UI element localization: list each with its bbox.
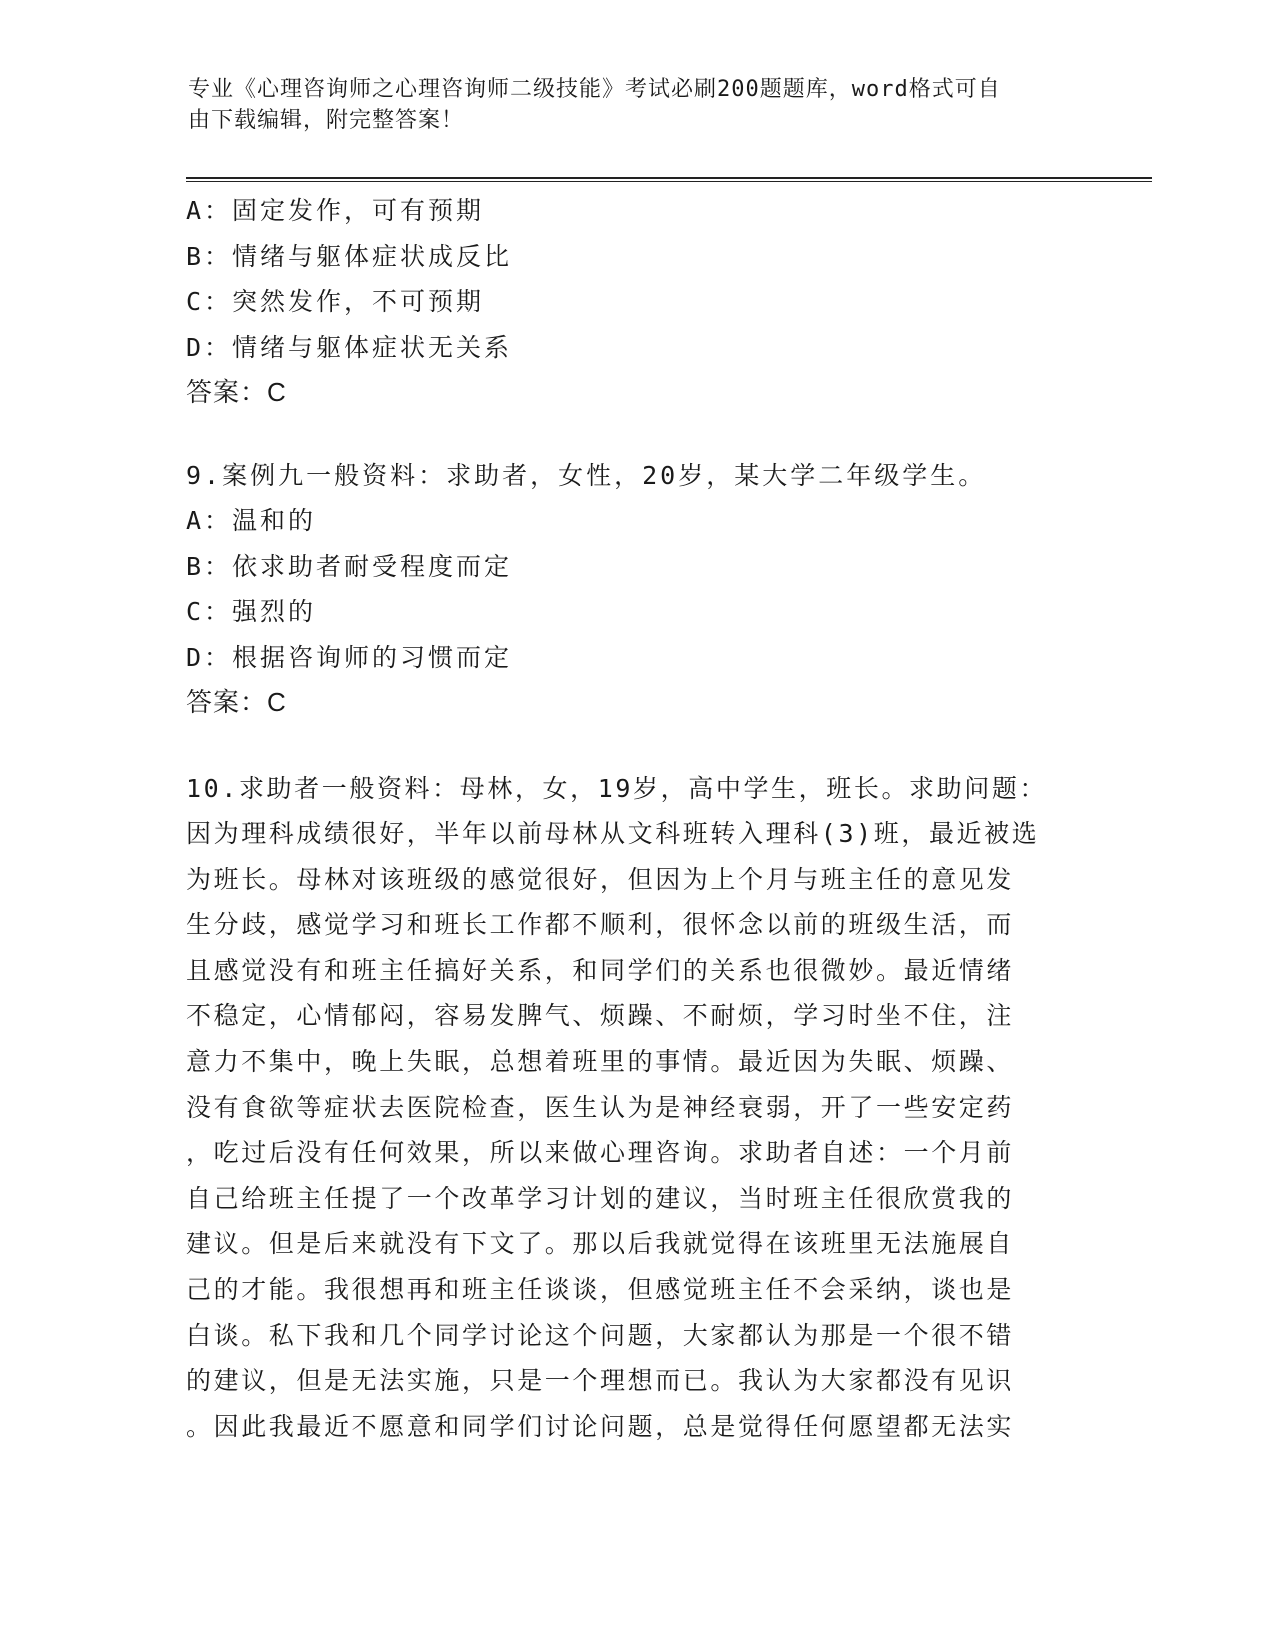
- page-header: [188, 74, 1078, 136]
- header-divider: [186, 177, 1152, 182]
- question-text-line: 的建议，但是无法实施，只是一个理想而已。我认为大家都没有见识: [186, 1366, 1015, 1396]
- option-d: D：根据咨询师的习惯而定: [186, 642, 513, 672]
- option-c: C：突然发作，不可预期: [186, 287, 485, 316]
- question-text-line: 且感觉没有和班主任搞好关系，和同学们的关系也很微妙。最近情绪: [186, 955, 1015, 985]
- question-text-line: ，吃过后没有任何效果，所以来做心理咨询。求助者自述：一个月前: [186, 1138, 1015, 1168]
- option-a: A：固定发作，可有预期: [186, 196, 485, 225]
- document-body: [186, 188, 1086, 1449]
- question-text-line: 白谈。私下我和几个同学讨论这个问题，大家都认为那是一个很不错: [186, 1320, 1015, 1350]
- question-9: [186, 453, 1086, 726]
- question-10: [186, 766, 1086, 1450]
- question-text-line: 没有食欲等症状去医院检查，医生认为是神经衰弱，开了一些安定药: [186, 1092, 1015, 1122]
- option-b: B：情绪与躯体症状成反比: [186, 241, 513, 271]
- question-text-line: 意力不集中，晚上失眠，总想着班里的事情。最近因为失眠、烦躁、: [186, 1047, 1015, 1077]
- question-text-line: 为班长。母林对该班级的感觉很好，但因为上个月与班主任的意见发: [186, 864, 1015, 894]
- option-a: A：温和的: [186, 506, 317, 535]
- spacer: [186, 416, 1086, 453]
- question-text-line: 。因此我最近不愿意和同学们讨论问题，总是觉得任何愿望都无法实: [186, 1411, 1015, 1441]
- option-d: D：情绪与躯体症状无关系: [186, 332, 513, 362]
- question-stem: 9.案例九一般资料：求助者，女性，20岁，某大学二年级学生。: [186, 460, 987, 490]
- question-text-line: 10.求助者一般资料：母林，女，19岁，高中学生，班长。求助问题：: [186, 773, 1048, 803]
- question-text-line: 自己给班主任提了一个改革学习计划的建议，当时班主任很欣赏我的: [186, 1183, 1015, 1213]
- header-title-line-1: 专业《心理咨询师之心理咨询师二级技能》考试必刷200题题库，word格式可自: [188, 77, 1001, 102]
- question-text-line: 不稳定，心情郁闷，容易发脾气、烦躁、不耐烦，学习时坐不住，注: [186, 1001, 1015, 1031]
- spacer: [186, 726, 1086, 766]
- answer-label: 答案：C: [186, 377, 287, 407]
- question-text-line: 生分歧，感觉学习和班长工作都不顺利，很怀念以前的班级生活，而: [186, 910, 1015, 940]
- header-title-line-2: 由下载编辑，附完整答案！: [188, 108, 465, 133]
- question-text-line: 己的才能。我很想再和班主任谈谈，但感觉班主任不会采纳，谈也是: [186, 1275, 1015, 1305]
- question-text-line: 建议。但是后来就没有下文了。那以后我就觉得在该班里无法施展自: [186, 1229, 1015, 1259]
- answer-label: 答案：C: [186, 687, 287, 717]
- option-b: B：依求助者耐受程度而定: [186, 551, 513, 581]
- question-text-line: 因为理科成绩很好，半年以前母林从文科班转入理科(3)班，最近被选: [186, 819, 1040, 849]
- question-8-options: [186, 188, 1086, 416]
- option-c: C：强烈的: [186, 597, 317, 626]
